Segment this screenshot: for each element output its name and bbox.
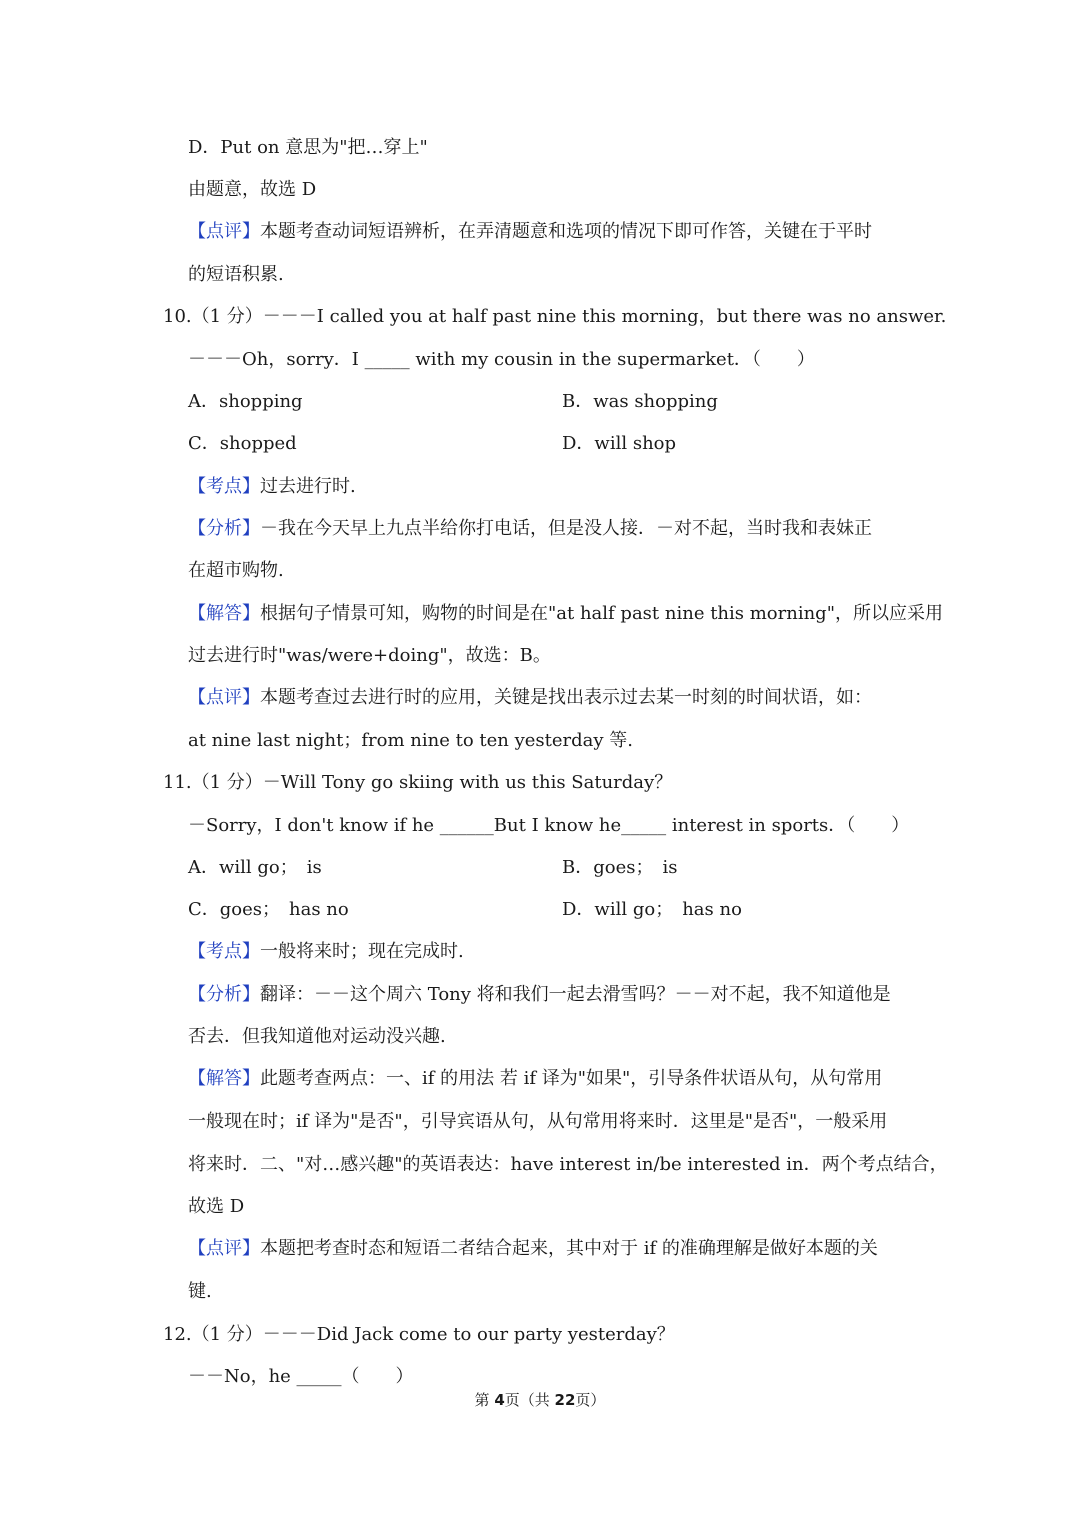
answer-tag: 【解答】: [188, 603, 260, 624]
comment-line: 【点评】本题考查过去进行时的应用，关键是找出表示过去某一时刻的时间状语，如：: [188, 687, 872, 708]
text-line: 的短语积累.: [188, 264, 284, 285]
question-11: 11.（1 分）－Will Tony go skiing with us this Saturday？: [163, 772, 673, 793]
comment-tag: 【点评】: [188, 221, 260, 242]
option-c: C．goes； has no: [188, 899, 349, 920]
question-10-line2: －－－Oh，sorry．I _____ with my cousin in the supermarket．（ ）: [188, 349, 815, 370]
text-line: D．Put on 意思为"把…穿上": [188, 137, 428, 158]
analysis-line: 【分析】－我在今天早上九点半给你打电话，但是没人接．－对不起，当时我和表妹正: [188, 518, 872, 539]
analysis-tag: 【分析】: [188, 518, 260, 539]
text-line: 故选 D: [188, 1196, 245, 1217]
answer-tag: 【解答】: [188, 1068, 260, 1089]
point-line: 【考点】一般将来时；现在完成时.: [188, 941, 464, 962]
analysis-line: 【分析】翻译：－－这个周六 Tony 将和我们一起去滑雪吗？－－对不起，我不知道他是: [188, 984, 891, 1005]
comment-line: 【点评】本题考查动词短语辨析，在弄清题意和选项的情况下即可作答，关键在于平时: [188, 221, 872, 242]
text-line: 键.: [188, 1281, 212, 1302]
question-10: 10.（1 分）－－－I called you at half past nine this morning，but there was no answer.: [163, 306, 947, 327]
answer-line: 【解答】根据句子情景可知，购物的时间是在"at half past nine this morning"，所以应采用: [188, 603, 943, 624]
point-tag: 【考点】: [188, 941, 260, 962]
option-d: D．will go； has no: [562, 899, 742, 920]
option-d: D．will shop: [562, 433, 677, 454]
text-line: at nine last night；from nine to ten yesterday 等.: [188, 730, 633, 751]
option-c: C．shopped: [188, 433, 297, 454]
text-line: 由题意，故选 D: [188, 179, 317, 200]
option-b: B．goes； is: [562, 857, 678, 878]
point-tag: 【考点】: [188, 476, 260, 497]
comment-tag: 【点评】: [188, 1238, 260, 1259]
question-12: 12.（1 分）－－－Did Jack come to our party yesterday？: [163, 1324, 675, 1345]
option-a: A．will go； is: [188, 857, 322, 878]
comment-line: 【点评】本题把考查时态和短语二者结合起来，其中对于 if 的准确理解是做好本题的关: [188, 1238, 878, 1259]
text-line: 否去．但我知道他对运动没兴趣.: [188, 1026, 446, 1047]
page-number: 4: [494, 1391, 505, 1409]
text-line: 将来时．二、"对…感兴趣"的英语表达：have interest in/be interested in．两个考点结合，: [188, 1154, 948, 1175]
page-footer: 第 4页（共 22页）: [474, 1391, 606, 1409]
question-11-line2: －Sorry，I don't know if he ______But I know he_____ interest in sports．（ ）: [188, 815, 910, 836]
text-line: 过去进行时"was/were+doing"，故选：B。: [188, 645, 551, 666]
text-line: 在超市购物.: [188, 560, 284, 581]
point-line: 【考点】过去进行时.: [188, 476, 356, 497]
page-total: 22: [554, 1391, 576, 1409]
text-line: 一般现在时；if 译为"是否"，引导宾语从句，从句常用将来时．这里是"是否"，一般采用: [188, 1111, 888, 1132]
option-a: A．shopping: [188, 391, 303, 412]
analysis-tag: 【分析】: [188, 984, 260, 1005]
option-b: B．was shopping: [562, 391, 718, 412]
answer-line: 【解答】此题考查两点：一、if 的用法 若 if 译为"如果"，引导条件状语从句，从句常用: [188, 1068, 883, 1089]
comment-tag: 【点评】: [188, 687, 260, 708]
question-12-line2: －－No，he _____（ ）: [188, 1366, 414, 1387]
